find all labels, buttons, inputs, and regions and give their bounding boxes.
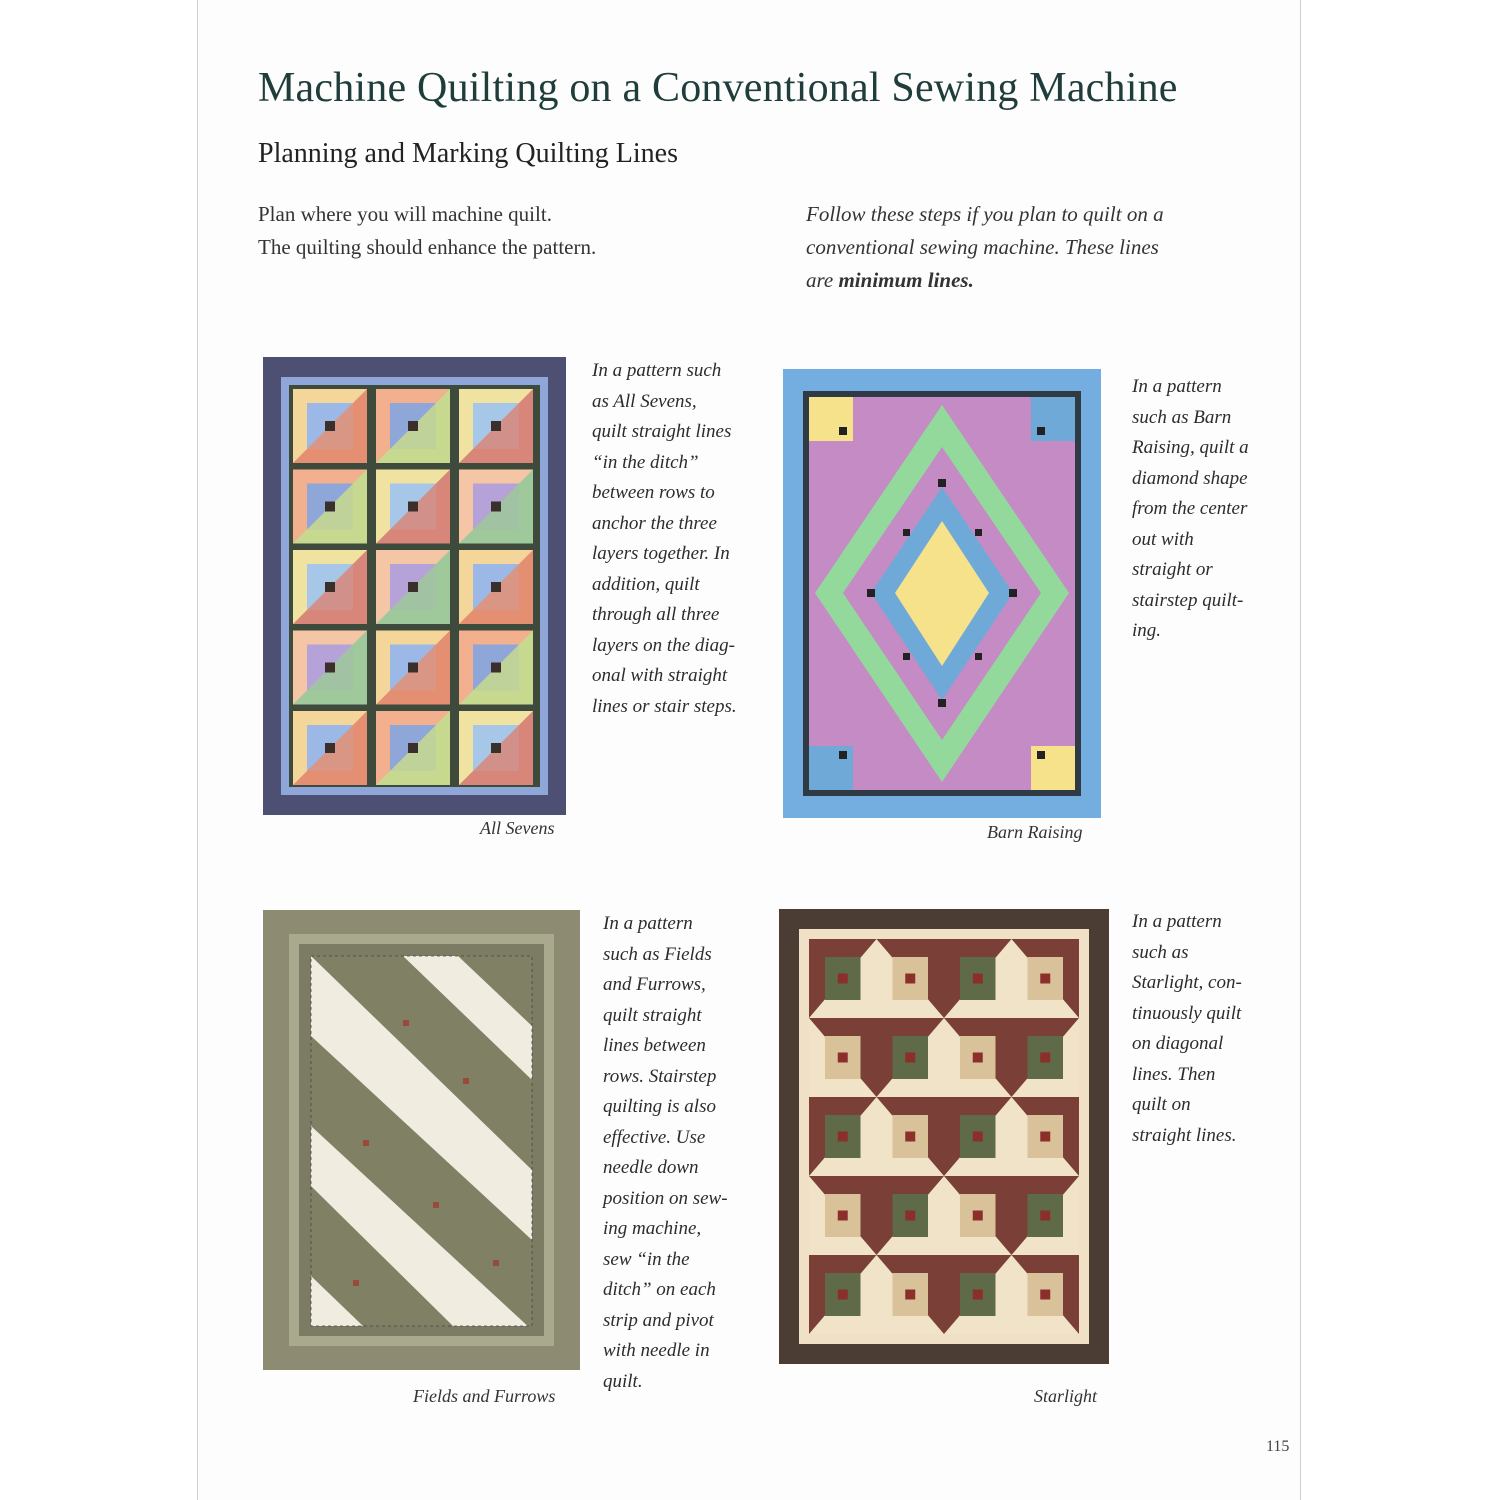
description-line: between rows to <box>592 482 715 503</box>
intro-right-line <box>806 264 1266 297</box>
description-line: out with <box>1132 528 1194 550</box>
description-line: straight or <box>1132 559 1213 580</box>
description-line: through all three <box>592 604 720 625</box>
description-line: lines between <box>603 1035 706 1056</box>
intro-left-line: The quilting should enhance the pattern. <box>258 235 597 259</box>
fields-and-furrows-description <box>603 909 728 1397</box>
description-line: strip and pivot <box>603 1309 714 1331</box>
barn-raising-caption: Barn Raising <box>987 822 1083 842</box>
description-line: quilt on <box>1132 1094 1191 1115</box>
intro-right-line: Follow these steps if you plan to quilt on a <box>806 202 1164 226</box>
description-line: quilt. <box>603 1370 643 1392</box>
fields-and-furrows-quilt-image <box>263 910 580 1370</box>
description-line: such as <box>1132 941 1189 963</box>
description-line: such as Barn <box>1132 406 1232 428</box>
barn-raising-description <box>1132 372 1249 647</box>
description-line: needle down <box>603 1157 699 1178</box>
description-line: quilting is also <box>603 1096 716 1117</box>
description-line: sew “in the <box>603 1248 690 1270</box>
description-line: such as Fields <box>603 943 712 965</box>
barn-raising-quilt-image <box>783 369 1101 818</box>
description-line: In a pattern such <box>592 360 722 381</box>
description-line: straight lines. <box>1132 1124 1237 1146</box>
page-title: Machine Quilting on a Conventional Sewing Machine <box>258 65 1178 111</box>
section-subtitle: Planning and Marking Quilting Lines <box>258 138 678 169</box>
description-line: layers on the diag- <box>592 634 736 656</box>
description-line: layers together. In <box>592 543 730 564</box>
description-line: position on sew- <box>603 1187 728 1209</box>
description-line: effective. Use <box>603 1126 706 1148</box>
description-line: quilt straight lines <box>592 421 732 442</box>
starlight-description <box>1132 907 1242 1151</box>
fields-and-furrows-caption: Fields and Furrows <box>413 1386 556 1406</box>
description-line: lines. Then <box>1132 1063 1216 1085</box>
description-line: “in the ditch” <box>592 451 699 473</box>
intro-left-line: Plan where you will machine quilt. <box>258 202 552 226</box>
description-line: rows. Stairstep <box>603 1065 717 1087</box>
page-number: 115 <box>1266 1438 1290 1455</box>
description-line: tinuously quilt <box>1132 1002 1242 1024</box>
starlight-quilt-image <box>779 909 1109 1364</box>
description-line: as All Sevens, <box>592 390 697 412</box>
description-line: lines or stair steps. <box>592 695 737 717</box>
intro-left-text <box>258 198 778 264</box>
all-sevens-quilt-image <box>263 357 566 815</box>
description-line: In a pattern <box>603 913 693 934</box>
all-sevens-description <box>592 356 737 722</box>
description-line: anchor the three <box>592 512 717 534</box>
description-line: diamond shape <box>1132 467 1248 489</box>
description-line: quilt straight <box>603 1004 702 1026</box>
description-line: Starlight, con- <box>1132 972 1242 993</box>
description-line: from the center <box>1132 498 1248 519</box>
description-line: In a pattern <box>1132 911 1222 932</box>
intro-right-prefix: are <box>806 268 839 292</box>
intro-right-bold: minimum lines. <box>838 268 974 292</box>
description-line: addition, quilt <box>592 573 700 595</box>
description-line: onal with straight <box>592 665 728 686</box>
starlight-caption: Starlight <box>1034 1386 1098 1406</box>
description-line: on diagonal <box>1132 1033 1224 1054</box>
description-line: ing machine, <box>603 1218 702 1239</box>
description-line: ditch” on each <box>603 1279 716 1300</box>
description-line: and Furrows, <box>603 974 706 995</box>
description-line: In a pattern <box>1132 376 1222 397</box>
all-sevens-caption: All Sevens <box>480 818 555 838</box>
description-line: with needle in <box>603 1340 710 1361</box>
intro-right-text <box>806 198 1266 297</box>
description-line: ing. <box>1132 620 1162 641</box>
description-line: stairstep quilt- <box>1132 589 1244 611</box>
intro-right-line: conventional sewing machine. These lines <box>806 235 1159 259</box>
description-line: Raising, quilt a <box>1132 437 1249 458</box>
